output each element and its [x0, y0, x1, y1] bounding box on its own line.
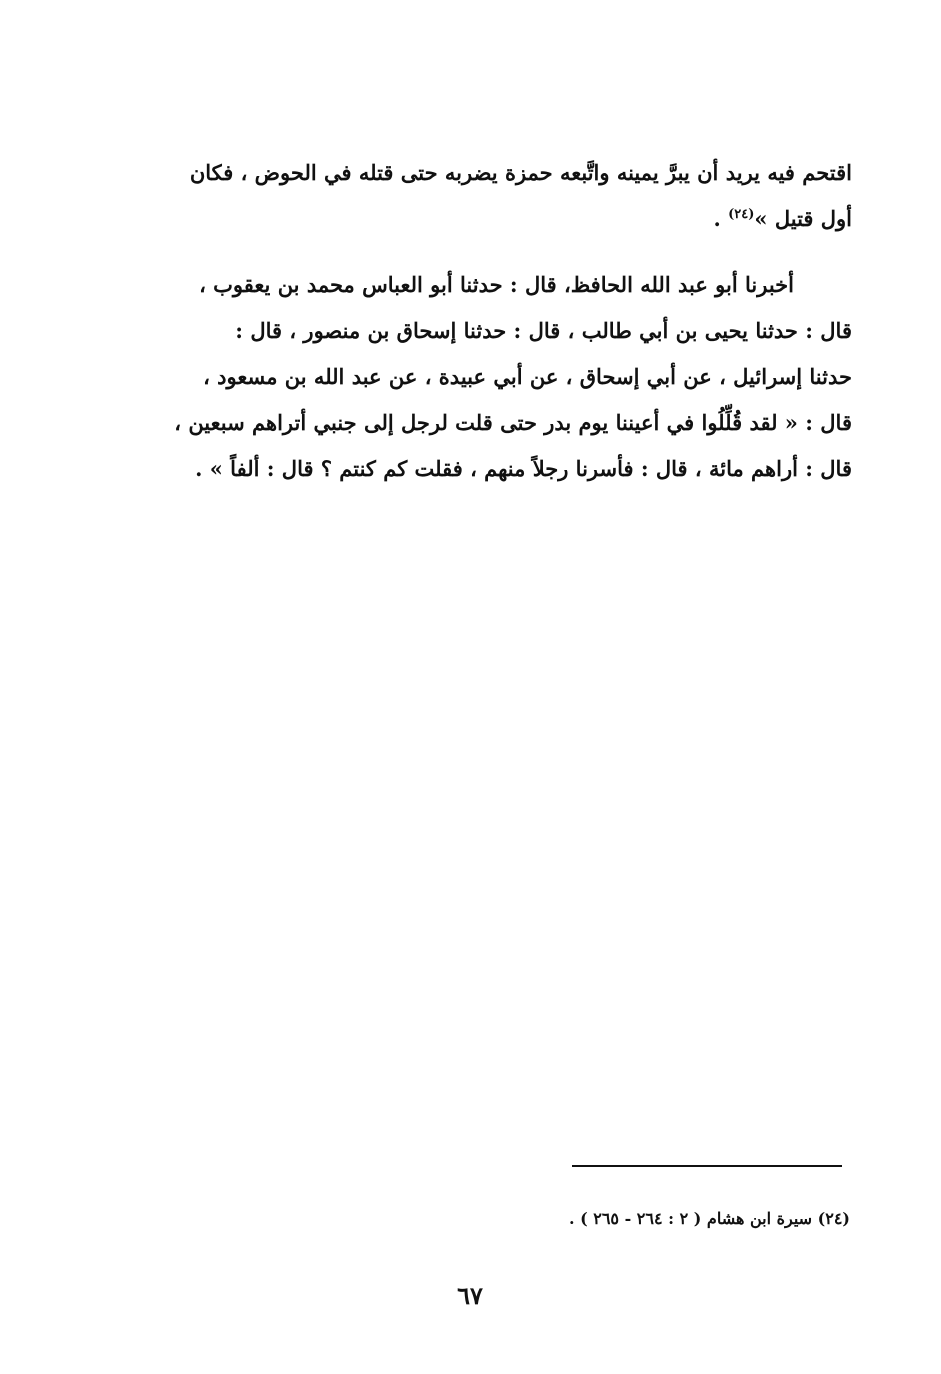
paragraph-1-trailing: .: [713, 206, 729, 231]
paragraph-2-line-5: قال : أراهم مائة ، قال : فأسرنا رجلاً منهم ، فقلت كم كنتم ؟ قال : ألفاً » .: [195, 456, 852, 481]
paragraph-2-line-1: أخبرنا أبو عبد الله الحافظ، قال : حدثنا أبو العباس محمد بن يعقوب ،: [199, 272, 794, 297]
page-number: ٦٧: [457, 1281, 483, 1310]
paragraph-2-line-2: قال : حدثنا يحيى بن أبي طالب ، قال : حدثنا إسحاق بن منصور ، قال :: [235, 318, 852, 343]
paragraph-1: [120, 150, 852, 242]
paragraph-1-line-1: اقتحم فيه يريد أن يبرَّ يمينه واتَّبعه حمزة يضربه حتى قتله في الحوض ، فكان: [189, 160, 852, 185]
footnote: (٢٤) سيرة ابن هشام ( ٢ : ٢٦٤ - ٢٦٥ ) .: [568, 1209, 850, 1228]
paragraph-1-line-2-text: أول قتيل »: [754, 206, 852, 231]
paragraph-1-line-2: [120, 196, 852, 242]
footnote-reference[interactable]: (٢٤): [728, 207, 755, 222]
paragraph-2: [120, 262, 852, 492]
footnote-divider: [572, 1165, 842, 1167]
paragraph-2-line-4: قال : « لقد قُلِّلُوا في أعيننا يوم بدر حتى قلت لرجل إلى جنبي أتراهم سبعين ،: [174, 410, 852, 435]
paragraph-2-line-3: حدثنا إسرائيل ، عن أبي إسحاق ، عن أبي عبيدة ، عن عبد الله بن مسعود ،: [203, 364, 852, 389]
